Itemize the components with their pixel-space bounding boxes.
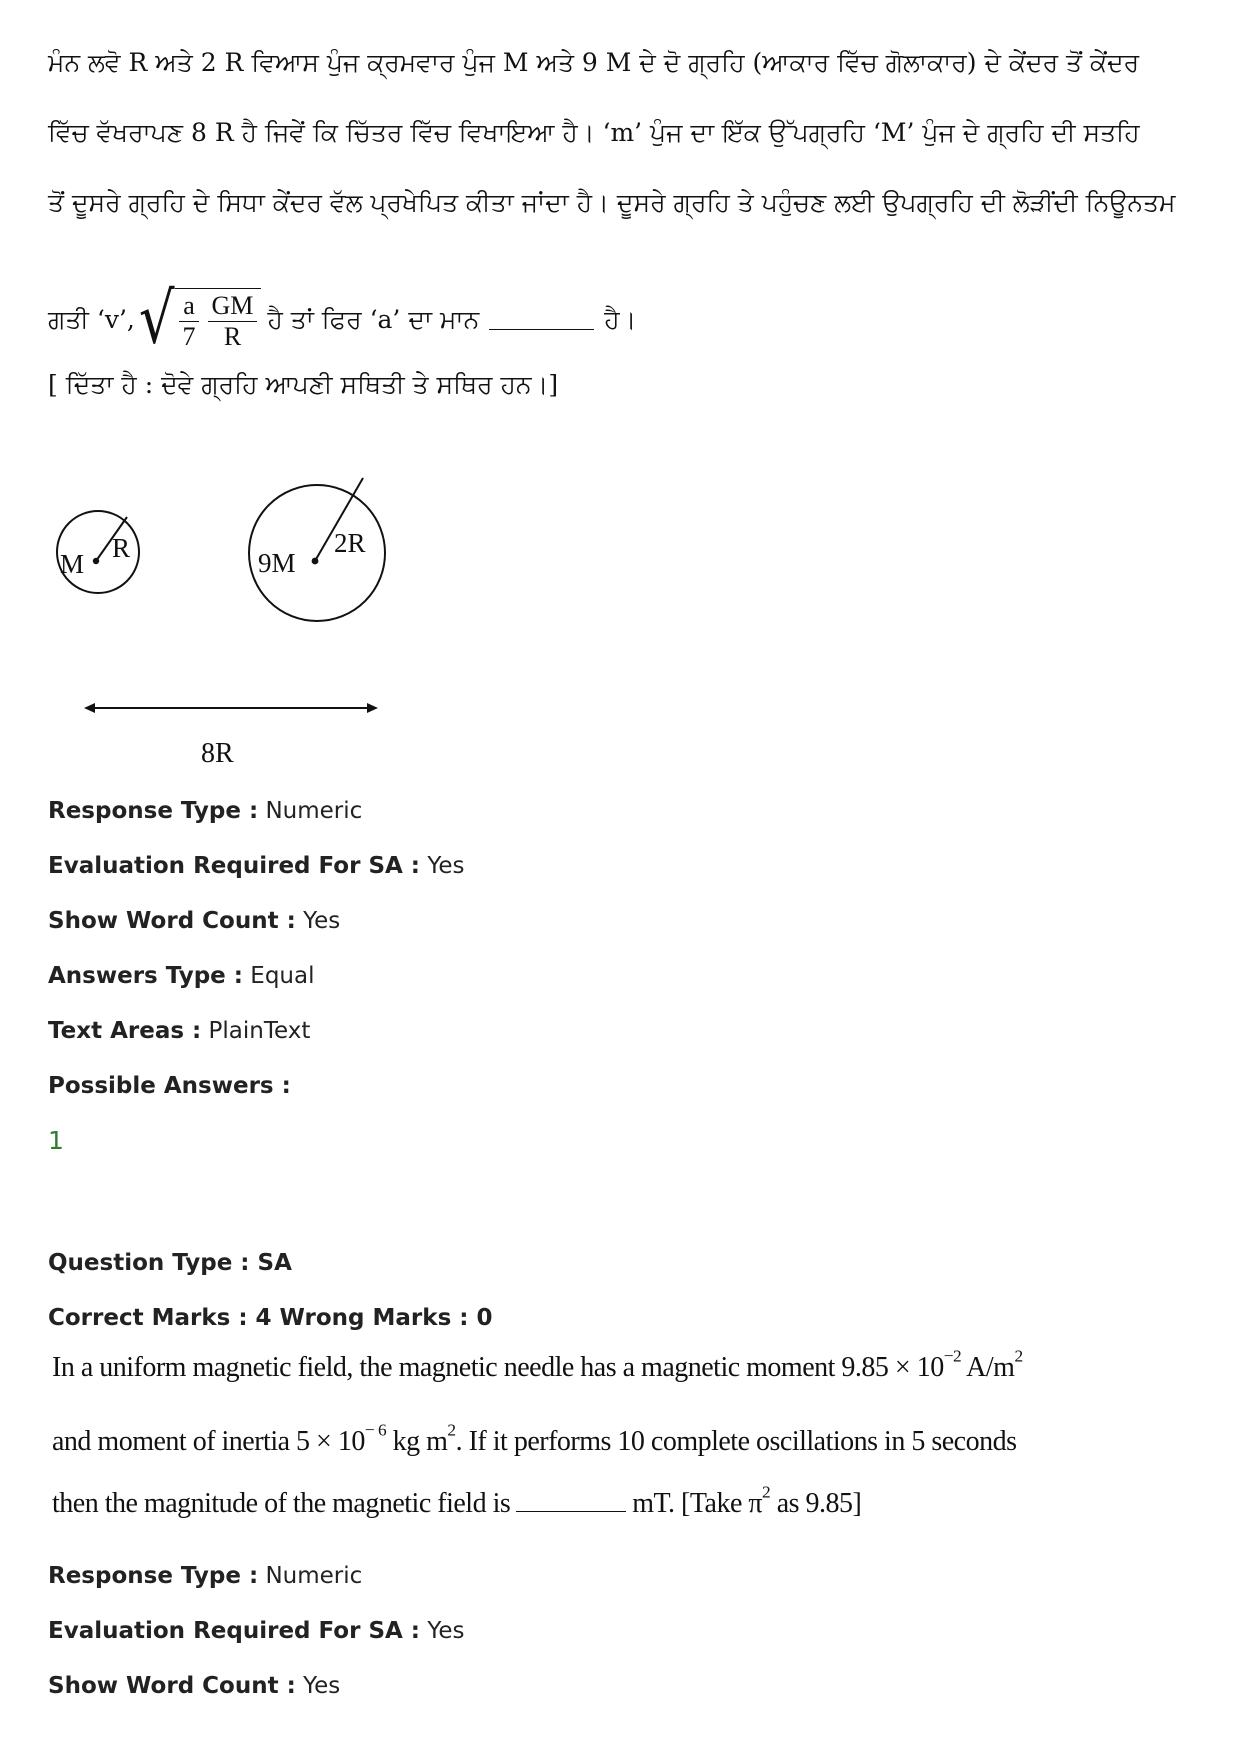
answer-blank xyxy=(516,1491,626,1512)
sqrt-body xyxy=(175,288,262,352)
fraction-denominator: 7 xyxy=(182,322,196,351)
meta-response-type: Response Type : Numeric xyxy=(48,1563,363,1589)
question-line-4-mid: ਹੈ ਤਾਂ ਫਿਰ ‘a’ ਦਾ ਮਾਨ xyxy=(267,305,480,334)
fraction-a-over-7 xyxy=(179,291,200,352)
question-line-2: ਵਿੱਚ ਵੱਖਰਾਪਣ 8 R ਹੈ ਜਿਵੇਂ ਕਿ ਚਿੱਤਰ ਵਿੱਚ ਵਿਖਾਇਆ ਹੈ। ‘m’ ਪੁੰਜ ਦਾ ਇੱਕ ਉੱਪਗ੍ਰਹਿ ‘M’ ਪੁੰਜ ਦੇ ਗ੍ਰਹਿ ਦੀ ਸਤਹਿ xyxy=(48,118,1140,147)
question-line-1: In a uniform magnetic field, the magnetic needle has a magnetic moment $9.85 \times 10^{-2}$ $A/m^2$ xyxy=(52,1346,1023,1383)
possible-answer: 1 xyxy=(48,1126,64,1155)
separation-label: 8R xyxy=(201,738,234,769)
meta-evaluation-required: Evaluation Required For SA : Yes xyxy=(48,1618,465,1644)
meta-evaluation-required: Evaluation Required For SA : Yes xyxy=(48,853,465,879)
meta-text-areas: Text Areas : PlainText xyxy=(48,1018,311,1044)
question-line-4 xyxy=(48,278,637,360)
small-planet-mass-label: M xyxy=(60,549,85,579)
question-note: [ ਦਿੱਤਾ ਹੈ : ਦੋਵੇ ਗ੍ਰਹਿ ਆਪਣੀ ਸਥਿਤੀ ਤੇ ਸਥਿਰ ਹਨ।] xyxy=(48,370,559,399)
large-planet-mass-label: 9M xyxy=(258,548,296,578)
meta-show-word-count: Show Word Count : Yes xyxy=(48,1673,341,1699)
large-planet-radius-label: 2R xyxy=(334,528,366,558)
question-line-3: ਤੋਂ ਦੂਸਰੇ ਗ੍ਰਹਿ ਦੇ ਸਿਧਾ ਕੇਂਦਰ ਵੱਲ ਪ੍ਰਖੇਪਿਤ ਕੀਤਾ ਜਾਂਦਾ ਹੈ। ਦੂਸਰੇ ਗ੍ਰਹਿ ਤੇ ਪਹੁੰਚਣ ਲਈ ਉਪਗ੍ਰਹਿ ਦੀ ਲੋੜੀਂਦੀ ਨਿਊਨਤਮ xyxy=(48,188,1176,217)
meta-response-type: Response Type : Numeric xyxy=(48,798,363,824)
meta-show-word-count: Show Word Count : Yes xyxy=(48,908,341,934)
sqrt-expression xyxy=(135,278,262,360)
separation-arrow-head-left xyxy=(84,703,95,713)
fraction-denominator: R xyxy=(223,322,242,351)
fraction-gm-over-r xyxy=(208,291,258,352)
question-line-3: then the magnitude of the magnetic field is mT. [Take $\pi^2$ as 9.85] xyxy=(52,1482,862,1519)
separation-arrow-head-right xyxy=(367,703,378,713)
meta-possible-answers: Possible Answers : xyxy=(48,1073,291,1099)
question-line-1: ਮੰਨ ਲਵੋ R ਅਤੇ 2 R ਵਿਆਸ ਪੁੰਜ ਕ੍ਰਮਵਾਰ ਪੁੰਜ M ਅਤੇ 9 M ਦੇ ਦੋ ਗ੍ਰਹਿ (ਆਕਾਰ ਵਿੱਚ ਗੋਲਾਕਾਰ) ਦੇ ਕੇਂਦਰ ਤੋਂ ਕੇਂਦਰ xyxy=(48,48,1140,77)
question-line-4-end: ਹੈ। xyxy=(604,305,637,334)
question-type: Question Type : SA xyxy=(48,1250,292,1276)
small-planet-radius-label: R xyxy=(112,533,131,563)
question-marks: Correct Marks : 4 Wrong Marks : 0 xyxy=(48,1305,493,1331)
sqrt-sign: √ xyxy=(138,278,175,360)
fraction-numerator: GM xyxy=(208,291,258,322)
velocity-label: ਗਤੀ ‘v’, xyxy=(48,305,135,334)
meta-answers-type: Answers Type : Equal xyxy=(48,963,315,989)
planets-diagram xyxy=(48,440,448,770)
question-line-2: and moment of inertia $5 \times 10^{- 6}$ kg $m^2$. If it performs 10 complete oscillations in 5 seconds xyxy=(52,1420,1017,1457)
answer-blank xyxy=(489,311,594,330)
fraction-numerator: a xyxy=(179,291,199,322)
